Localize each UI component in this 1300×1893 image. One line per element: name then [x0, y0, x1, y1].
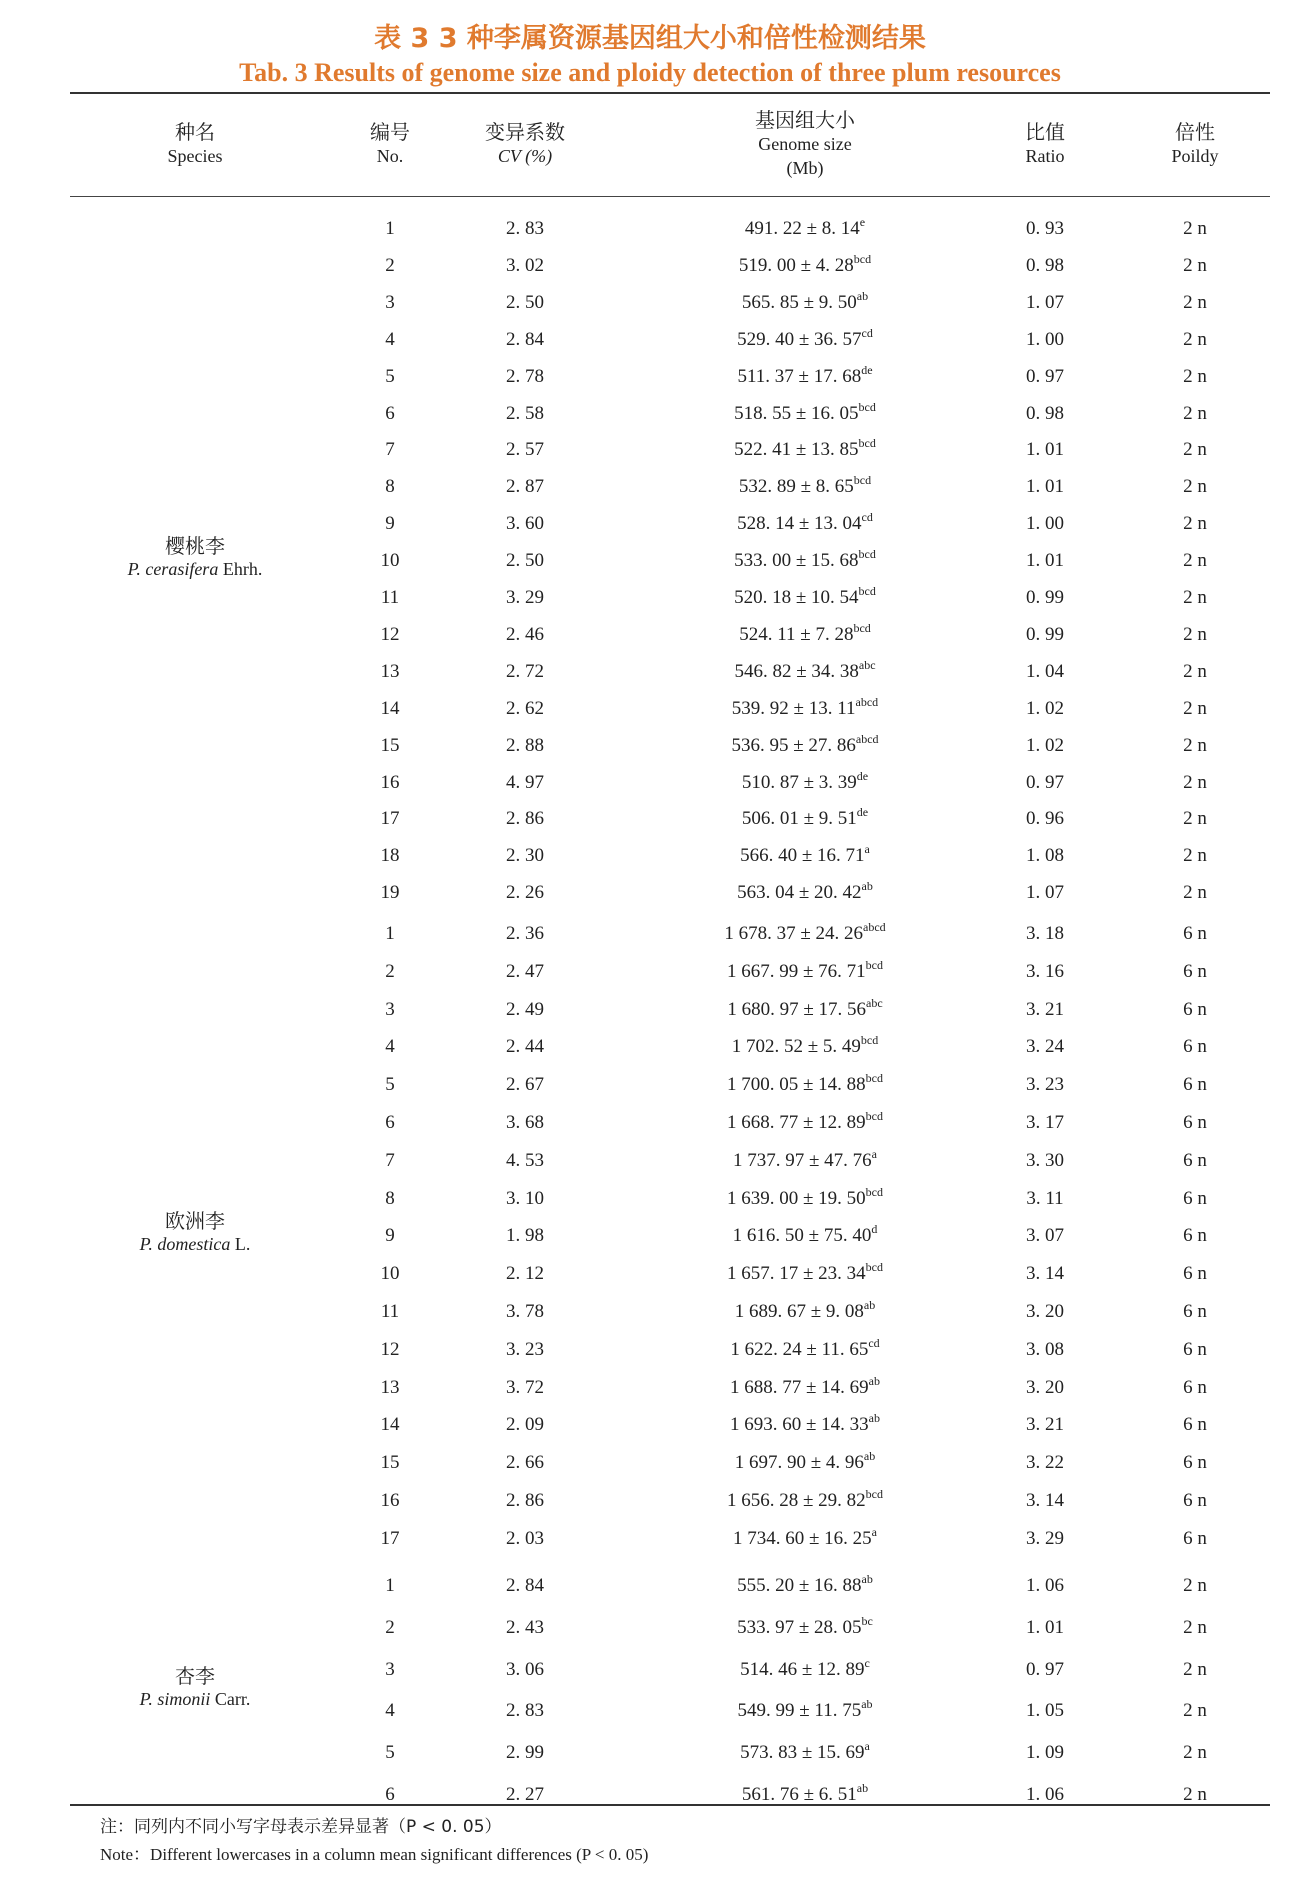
cell-gs: 506. 01 ± 9. 51de [741, 805, 869, 830]
cell-ploidy: 6 n [1183, 1263, 1207, 1285]
header-no-en: No. [376, 146, 404, 166]
cell-cv: 3. 78 [506, 1301, 544, 1322]
cell-gs: 561. 76 ± 6. $51^{ab}$ [741, 1781, 869, 1805]
cell-ploidy: 2 n [1183, 476, 1207, 498]
significance-letter: ab [868, 1373, 880, 1388]
cell-gs: 532. 89 ± 8. $65^{bcd}$ [738, 473, 872, 498]
cell-ploidy: 6 n [1183, 998, 1207, 1020]
significance-letter: cd [861, 325, 873, 340]
cell-cv: 2. 84 [506, 328, 544, 350]
cell-no: 5 [385, 1742, 395, 1764]
cell-ploidy: 2 n [1183, 882, 1207, 904]
cell-ploidy: 2 n [1183, 660, 1207, 682]
significance-letter: bcd [858, 436, 876, 451]
cell-ratio: 0. 99 [1026, 623, 1064, 645]
significance-letter: ab [863, 1449, 876, 1464]
cell-no: 16 [380, 771, 400, 793]
cell-ploidy: 6 n [1183, 1490, 1207, 1511]
cell-ratio: 0. 99 [1026, 587, 1064, 608]
header-ratio-en: Ratio [1025, 146, 1065, 166]
cell-cv: 2. 27 [506, 1784, 544, 1805]
cell-cv: 2. 36 [506, 923, 544, 944]
cell-ratio: 3. 17 [1026, 1112, 1064, 1133]
cell-ratio: 3. 21 [1026, 998, 1064, 1020]
cell-no: 3 [385, 1658, 395, 1680]
cell-ploidy: 2 n [1183, 1784, 1207, 1805]
cell-cv: 2. 50 [506, 291, 544, 313]
cell-ratio: 3. 22 [1026, 1452, 1064, 1474]
species-label [90, 530, 300, 580]
significance-letter: ab [861, 879, 873, 894]
cell-ploidy: 6 n [1183, 1225, 1207, 1247]
significance-letter: a [871, 1524, 877, 1539]
cell-ploidy: 6 n [1183, 1036, 1207, 1058]
cell-ratio: 3. 11 [1026, 1187, 1064, 1209]
species-name-cn: 杏李 [175, 1664, 215, 1688]
cell-ploidy: 6 n [1183, 1074, 1207, 1096]
cell-cv: 2. 99 [506, 1742, 544, 1764]
cell-gs: 529. 40 ± 36. $57^{cd}$ [737, 325, 873, 350]
cell-ploidy: 2 n [1183, 291, 1207, 313]
significance-letter: abcd [855, 694, 879, 709]
cell-gs: 510. 87 ± 3. 39de [741, 768, 869, 793]
cell-cv: 2. 49 [506, 998, 544, 1020]
cell-cv: 2. 62 [506, 697, 544, 719]
cell-ratio: 0. 97 [1026, 771, 1064, 793]
cell-no: 2 [385, 1616, 395, 1638]
cell-gs: 566. 40 ± 16. 71$^a$ [740, 842, 870, 867]
cell-no: 2 [385, 254, 395, 276]
significance-letter: a [871, 1146, 877, 1161]
cell-cv: 2. 57 [506, 439, 544, 461]
cell-ratio: 1. 05 [1026, 1700, 1064, 1722]
significance-letter: c [864, 1655, 870, 1670]
cell-ploidy: 6 n [1183, 1414, 1207, 1436]
cell-no: 1 [385, 218, 395, 239]
cell-ratio: 3. 21 [1026, 1414, 1064, 1436]
cell-ploidy: 2 n [1183, 623, 1207, 645]
cell-gs: 528. 14 ± 13. $04^{cd}$ [737, 510, 873, 535]
note-cn [100, 1812, 502, 1837]
cell-ploidy: 2 n [1183, 1575, 1207, 1596]
cell-cv: 2. 30 [506, 845, 544, 867]
header-species [90, 120, 300, 168]
cell-ploidy: 2 n [1183, 734, 1207, 756]
cell-no: 10 [380, 1263, 400, 1285]
cell-ploidy: 6 n [1183, 1338, 1207, 1360]
cell-ploidy: 2 n [1183, 1616, 1207, 1638]
cell-ploidy: 6 n [1183, 1187, 1207, 1209]
significance-letter: de [856, 805, 869, 820]
cell-ratio: 1. 01 [1026, 476, 1064, 498]
cell-gs: 1 702. 52 ± 5. $49^{bcd}$ [731, 1033, 879, 1058]
cell-ploidy: 2 n [1183, 1700, 1207, 1722]
significance-letter: bcd [865, 1184, 883, 1199]
cell-ratio: 3. 20 [1026, 1301, 1064, 1322]
cell-ratio: 3. 23 [1026, 1074, 1064, 1096]
top-rule [70, 92, 1270, 94]
cell-ratio: 1. 00 [1026, 513, 1064, 535]
cell-ploidy: 2 n [1183, 254, 1207, 276]
bottom-rule [70, 1804, 1270, 1806]
cell-no: 13 [380, 660, 400, 682]
significance-letter: abc [858, 657, 876, 672]
cell-ratio: 3. 14 [1026, 1490, 1064, 1511]
header-ploidy [1140, 120, 1250, 168]
significance-letter: bcd [853, 473, 872, 488]
header-species-en: Species [167, 146, 223, 166]
cell-ploidy: 2 n [1183, 845, 1207, 867]
cell-ploidy: 2 n [1183, 439, 1207, 461]
cell-ratio: 1. 07 [1026, 882, 1064, 904]
cell-cv: 4. 97 [506, 771, 544, 793]
cell-cv: 3. 68 [506, 1112, 544, 1133]
cell-cv: 3. 60 [506, 513, 544, 535]
cell-ratio: 0. 97 [1026, 365, 1064, 387]
significance-letter: de [861, 362, 873, 377]
cell-gs: 511. 37 ± 17. 68de [737, 362, 873, 387]
cell-ploidy: 6 n [1183, 1527, 1207, 1549]
cell-cv: 3. 02 [506, 254, 544, 276]
significance-letter: ab [868, 1411, 880, 1426]
cell-gs: 518. 55 ± 16. $05^{bcd}$ [734, 399, 876, 424]
significance-letter: ab [861, 1697, 873, 1712]
cell-ploidy: 2 n [1183, 365, 1207, 387]
cell-no: 15 [380, 734, 400, 756]
cell-ploidy: 2 n [1183, 1742, 1207, 1764]
header-no [340, 120, 440, 168]
cell-no: 11 [380, 1301, 400, 1322]
cell-no: 3 [385, 291, 395, 313]
cell-gs: 1 697. 90 ± 4. $96^{ab}$ [734, 1449, 876, 1474]
cell-cv: 2. 84 [506, 1575, 544, 1596]
cell-ratio: 1. 02 [1026, 697, 1064, 719]
cell-no: 17 [380, 808, 400, 830]
cell-ratio: 3. 20 [1026, 1376, 1064, 1398]
cell-ratio: 0. 98 [1026, 254, 1064, 276]
cell-no: 4 [385, 1036, 395, 1058]
cell-ploidy: 2 n [1183, 1658, 1207, 1680]
cell-cv: 2. 83 [506, 218, 544, 239]
cell-gs: 1 656. 28 ± 29. $82^{bcd}$ [726, 1487, 883, 1511]
significance-letter: bcd [858, 584, 876, 598]
cell-no: 8 [385, 476, 395, 498]
cell-ploidy: 6 n [1183, 960, 1207, 982]
cell-no: 19 [380, 882, 400, 904]
cell-ratio: 0. 96 [1026, 808, 1064, 830]
cell-gs: 522. 41 ± 13. $85^{bcd}$ [734, 436, 876, 461]
cell-no: 18 [380, 845, 400, 867]
cell-ratio: 3. 08 [1026, 1338, 1064, 1360]
significance-letter: bc [861, 1613, 873, 1628]
significance-letter: bcd [865, 1071, 883, 1086]
cell-no: 4 [385, 1700, 395, 1722]
cell-ploidy: 2 n [1183, 218, 1207, 239]
header-ratio [990, 120, 1100, 168]
header-genome [680, 108, 930, 180]
cell-cv: 2. 86 [506, 1490, 544, 1511]
cell-cv: 2. 43 [506, 1616, 544, 1638]
significance-letter: bcd [865, 957, 883, 972]
cell-ratio: 3. 29 [1026, 1527, 1064, 1549]
cell-ploidy: 6 n [1183, 1149, 1207, 1171]
significance-letter: abc [866, 995, 883, 1010]
cell-ratio: 1. 06 [1026, 1575, 1064, 1596]
table-title-cn: 表 3 3 种李属资源基因组大小和倍性检测结果 [374, 23, 926, 54]
cell-ratio: 3. 18 [1026, 923, 1064, 944]
cell-no: 17 [380, 1527, 400, 1549]
table-title-en: Tab. 3 Results of genome size and ploidy detection of three plum resources [239, 58, 1061, 87]
cell-no: 6 [385, 1784, 395, 1805]
cell-cv: 2. 67 [506, 1074, 544, 1096]
cell-cv: 3. 72 [506, 1376, 544, 1398]
significance-letter: ab [856, 1781, 869, 1795]
cell-no: 4 [385, 328, 395, 350]
cell-gs: 1 680. 97 ± 17. $56^{abc}$ [727, 995, 883, 1020]
cell-gs: 1 622. 24 ± 11. $65^{cd}$ [730, 1335, 880, 1360]
cell-cv: 2. 58 [506, 402, 544, 424]
cell-cv: 4. 53 [506, 1149, 544, 1171]
cell-gs: 524. 11 ± 7. $28^{bcd}$ [739, 620, 871, 645]
cell-cv: 3. 23 [506, 1338, 544, 1360]
species-name-en: P. simonii Carr. [139, 1689, 251, 1709]
cell-ratio: 3. 14 [1026, 1263, 1064, 1285]
cell-cv: 2. 78 [506, 365, 544, 387]
cell-ploidy: 2 n [1183, 550, 1207, 572]
cell-ratio: 3. 07 [1026, 1225, 1064, 1247]
cell-no: 14 [380, 1414, 400, 1436]
significance-letter: bcd [853, 251, 872, 266]
cell-gs: 1 734. 60 ± 16. 25$^a$ [732, 1524, 877, 1549]
cell-no: 12 [380, 1338, 400, 1360]
cell-no: 15 [380, 1452, 400, 1474]
species-name-en: P. cerasifera Ehrh. [127, 559, 263, 579]
significance-letter: abcd [863, 920, 886, 934]
significance-letter: ab [863, 1298, 876, 1312]
cell-gs: 1 657. 17 ± 23. $34^{bcd}$ [726, 1260, 883, 1285]
cell-cv: 2. 86 [506, 808, 544, 830]
header-cv [450, 120, 600, 168]
cell-gs: 533. 97 ± 28. $05^{bc}$ [737, 1613, 873, 1638]
cell-ratio: 0. 98 [1026, 402, 1064, 424]
cell-no: 9 [385, 513, 395, 535]
significance-letter: a [864, 842, 870, 857]
species-name-cn: 樱桃李 [165, 534, 225, 558]
cell-gs: 491. 22 ± 8. 14e [744, 215, 866, 239]
cell-no: 8 [385, 1187, 395, 1209]
cell-ratio: 1. 06 [1026, 1784, 1064, 1805]
cell-ploidy: 6 n [1183, 1112, 1207, 1133]
cell-ploidy: 2 n [1183, 587, 1207, 608]
cell-gs: 1 737. 97 ± 47. 76$^a$ [732, 1146, 877, 1171]
cell-no: 14 [380, 697, 400, 719]
significance-letter: bcd [858, 547, 876, 562]
cell-ratio: 0. 93 [1026, 218, 1064, 239]
species-name-cn: 欧洲李 [165, 1209, 225, 1233]
cell-no: 11 [380, 587, 400, 608]
cell-ploidy: 6 n [1183, 923, 1207, 944]
cell-cv: 3. 06 [506, 1658, 544, 1680]
cell-cv: 2. 83 [506, 1700, 544, 1722]
significance-letter: abcd [855, 731, 879, 746]
header-cv-cn: 变异系数 [485, 120, 565, 144]
significance-letter: bcd [853, 620, 871, 635]
cell-ratio: 1. 09 [1026, 1742, 1064, 1764]
header-genome-en: Genome size [758, 134, 852, 154]
cell-no: 10 [380, 550, 400, 572]
significance-letter: e [859, 215, 866, 229]
header-rule [70, 196, 1270, 197]
cell-cv: 2. 12 [506, 1263, 544, 1285]
note-en [100, 1840, 648, 1865]
cell-no: 2 [385, 960, 395, 982]
cell-ploidy: 6 n [1183, 1376, 1207, 1398]
cell-no: 13 [380, 1376, 400, 1398]
cell-cv: 2. 50 [506, 550, 544, 572]
cell-ratio: 3. 16 [1026, 960, 1064, 982]
header-genome-cn: 基因组大小 [755, 108, 855, 132]
species-name-en: P. domestica L. [139, 1234, 251, 1254]
cell-ratio: 1. 07 [1026, 291, 1064, 313]
cell-gs: 549. 99 ± 11. $75^{ab}$ [737, 1697, 873, 1722]
cell-gs: 555. 20 ± 16. $88^{ab}$ [737, 1572, 873, 1596]
species-label [90, 1660, 300, 1710]
significance-letter: cd [861, 510, 873, 525]
cell-gs: 1 616. 50 ± 75. 40$^d$ [732, 1222, 878, 1247]
significance-letter: bcd [860, 1033, 879, 1048]
cell-cv: 2. 88 [506, 734, 544, 756]
cell-no: 7 [385, 439, 395, 461]
cell-gs: 1 667. 99 ± 76. $71^{bcd}$ [726, 957, 883, 982]
cell-no: 3 [385, 998, 395, 1020]
note-en-text: Note：Different lowercases in a column mean significant differences (P < 0. 05) [100, 1845, 649, 1864]
significance-letter: ab [861, 1572, 873, 1586]
cell-cv: 2. 26 [506, 882, 544, 904]
cell-gs: 536. 95 ± 27. $86^{abcd}$ [731, 731, 879, 756]
cell-no: 7 [385, 1149, 395, 1171]
cell-gs: 1 639. 00 ± 19. $50^{bcd}$ [726, 1184, 883, 1209]
cell-gs: 565. 85 ± 9. $50^{ab}$ [741, 288, 869, 313]
cell-cv: 2. 03 [506, 1527, 544, 1549]
significance-letter: cd [868, 1335, 880, 1350]
cell-no: 6 [385, 402, 395, 424]
cell-no: 5 [385, 1074, 395, 1096]
header-genome-unit: (Mb) [786, 158, 824, 178]
cell-gs: 1 688. 77 ± 14. $69^{ab}$ [729, 1373, 880, 1398]
cell-gs: 1 678. 37 ± 24. $26^{abcd}$ [724, 920, 886, 944]
cell-gs: 546. 82 ± 34. $38^{abc}$ [734, 657, 876, 682]
cell-ploidy: 2 n [1183, 513, 1207, 535]
header-species-cn: 种名 [175, 120, 215, 144]
cell-ratio: 1. 04 [1026, 660, 1064, 682]
cell-cv: 2. 09 [506, 1414, 544, 1436]
cell-no: 1 [385, 1575, 395, 1596]
cell-gs: 533. 00 ± 15. $68^{bcd}$ [734, 547, 876, 572]
cell-cv: 3. 10 [506, 1187, 544, 1209]
cell-ratio: 1. 01 [1026, 1616, 1064, 1638]
cell-ratio: 1. 00 [1026, 328, 1064, 350]
cell-ploidy: 2 n [1183, 808, 1207, 830]
cell-gs: 1 689. 67 ± 9. $08^{ab}$ [734, 1298, 876, 1322]
cell-ploidy: 2 n [1183, 697, 1207, 719]
header-ploidy-en: Poildy [1171, 146, 1219, 166]
significance-letter: bcd [858, 399, 876, 414]
significance-letter: bcd [865, 1487, 883, 1501]
cell-gs: 519. 00 ± 4. $28^{bcd}$ [738, 251, 872, 276]
cell-ratio: 1. 01 [1026, 550, 1064, 572]
note-cn-text: 注：同列内不同小写字母表示差异显著（P < 0. 05） [100, 1817, 502, 1837]
cell-ploidy: 6 n [1183, 1301, 1207, 1322]
cell-gs: 1 668. 77 ± 12. $89^{bcd}$ [726, 1109, 883, 1133]
cell-ploidy: 2 n [1183, 402, 1207, 424]
cell-ploidy: 2 n [1183, 771, 1207, 793]
species-label [90, 1205, 300, 1255]
significance-letter: a [864, 1739, 870, 1754]
cell-gs: 520. 18 ± 10. $54^{bcd}$ [734, 584, 876, 608]
cell-gs: 1 700. 05 ± 14. $88^{bcd}$ [726, 1071, 883, 1096]
significance-letter: bcd [865, 1109, 883, 1123]
cell-gs: 1 693. 60 ± 14. $33^{ab}$ [729, 1411, 880, 1436]
header-cv-en: CV (%) [497, 146, 553, 166]
cell-no: 6 [385, 1112, 395, 1133]
cell-gs: 563. 04 ± 20. $42^{ab}$ [737, 879, 873, 904]
cell-ratio: 3. 24 [1026, 1036, 1064, 1058]
cell-ratio: 1. 08 [1026, 845, 1064, 867]
cell-no: 16 [380, 1490, 400, 1511]
cell-cv: 2. 47 [506, 960, 544, 982]
cell-cv: 2. 72 [506, 660, 544, 682]
cell-cv: 2. 44 [506, 1036, 544, 1058]
cell-gs: 514. 46 ± 12. 89$^c$ [740, 1655, 870, 1680]
significance-letter: ab [856, 288, 869, 303]
cell-no: 1 [385, 923, 395, 944]
cell-cv: 3. 29 [506, 587, 544, 608]
cell-ratio: 1. 02 [1026, 734, 1064, 756]
cell-no: 9 [385, 1225, 395, 1247]
header-no-cn: 编号 [370, 120, 410, 144]
cell-ploidy: 2 n [1183, 328, 1207, 350]
cell-gs: 573. 83 ± 15. 69$^a$ [740, 1739, 870, 1764]
cell-cv: 2. 46 [506, 623, 544, 645]
cell-cv: 2. 66 [506, 1452, 544, 1474]
cell-cv: 2. 87 [506, 476, 544, 498]
header-ploidy-cn: 倍性 [1175, 120, 1215, 144]
significance-letter: bcd [865, 1260, 883, 1275]
cell-no: 5 [385, 365, 395, 387]
significance-letter: d [871, 1222, 878, 1237]
cell-ploidy: 6 n [1183, 1452, 1207, 1474]
significance-letter: de [856, 768, 869, 783]
cell-ratio: 1. 01 [1026, 439, 1064, 461]
cell-no: 12 [380, 623, 400, 645]
header-ratio-cn: 比值 [1025, 120, 1065, 144]
cell-cv: 1. 98 [506, 1225, 544, 1247]
cell-gs: 539. 92 ± 13. $11^{abcd}$ [731, 694, 879, 719]
cell-ratio: 3. 30 [1026, 1149, 1064, 1171]
cell-ratio: 0. 97 [1026, 1658, 1064, 1680]
